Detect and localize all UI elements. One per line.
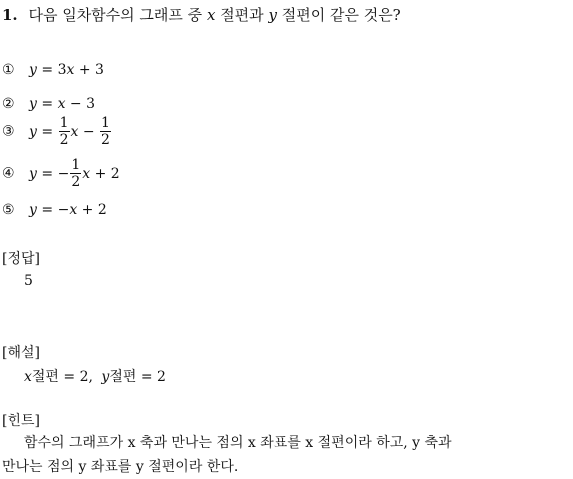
option-1-expr: y = 3x + 3 xyxy=(29,62,104,78)
option-1 xyxy=(2,62,104,78)
question-number: 1. xyxy=(2,6,18,24)
option-5 xyxy=(2,202,107,218)
question-text-b: 절편과 xyxy=(220,6,264,24)
explanation-eq1: = 2, xyxy=(63,369,93,385)
explanation-t1: 절편 xyxy=(31,369,59,385)
question-y: y xyxy=(268,6,277,24)
explanation-t2: 절편 xyxy=(109,369,137,385)
explanation-text xyxy=(24,366,166,386)
question-text-a: 다음 일차함수의 그래프 중 xyxy=(28,6,203,24)
fraction-half-3: $\frac{1}{2}$ xyxy=(71,157,81,190)
explanation-label: [해설] xyxy=(2,345,40,361)
option-2-expr: y = x − 3 xyxy=(29,96,96,112)
option-3-marker: ③ xyxy=(2,123,15,140)
question-text-c: 절편이 같은 것은? xyxy=(281,6,401,24)
explanation-eq2: = 2 xyxy=(140,369,166,385)
option-4-expr: y = − $\frac{1}{2}$ x + 2 xyxy=(29,157,120,190)
question xyxy=(2,4,401,25)
option-5-marker: ⑤ xyxy=(2,202,15,218)
explanation-x: x xyxy=(24,369,32,385)
option-2 xyxy=(2,96,95,112)
answer-label: [정답] xyxy=(2,251,40,267)
option-3 xyxy=(2,116,112,147)
option-4-marker: ④ xyxy=(2,165,15,182)
hint-line-1: 함수의 그래프가 x 축과 만나는 점의 x 좌표를 x 절편이라 하고, y 축과 xyxy=(24,435,452,451)
fraction-half-1: $\frac{1}{2}$ xyxy=(59,115,69,148)
answer-value: 5 xyxy=(24,273,33,289)
option-5-expr: y = −x + 2 xyxy=(29,202,107,218)
option-1-marker: ① xyxy=(2,62,15,78)
option-3-expr: y = $\frac{1}{2}$ x − $\frac{1}{2}$ xyxy=(29,115,110,148)
hint-line-2: 만나는 점의 y 좌표를 y 절편이라 한다. xyxy=(2,459,239,475)
hint-label: [힌트] xyxy=(2,413,40,429)
option-2-marker: ② xyxy=(2,96,15,112)
explanation-y: y xyxy=(101,369,110,385)
fraction-half-2: $\frac{1}{2}$ xyxy=(101,115,110,148)
question-x: x xyxy=(206,6,216,24)
option-4 xyxy=(2,158,120,189)
